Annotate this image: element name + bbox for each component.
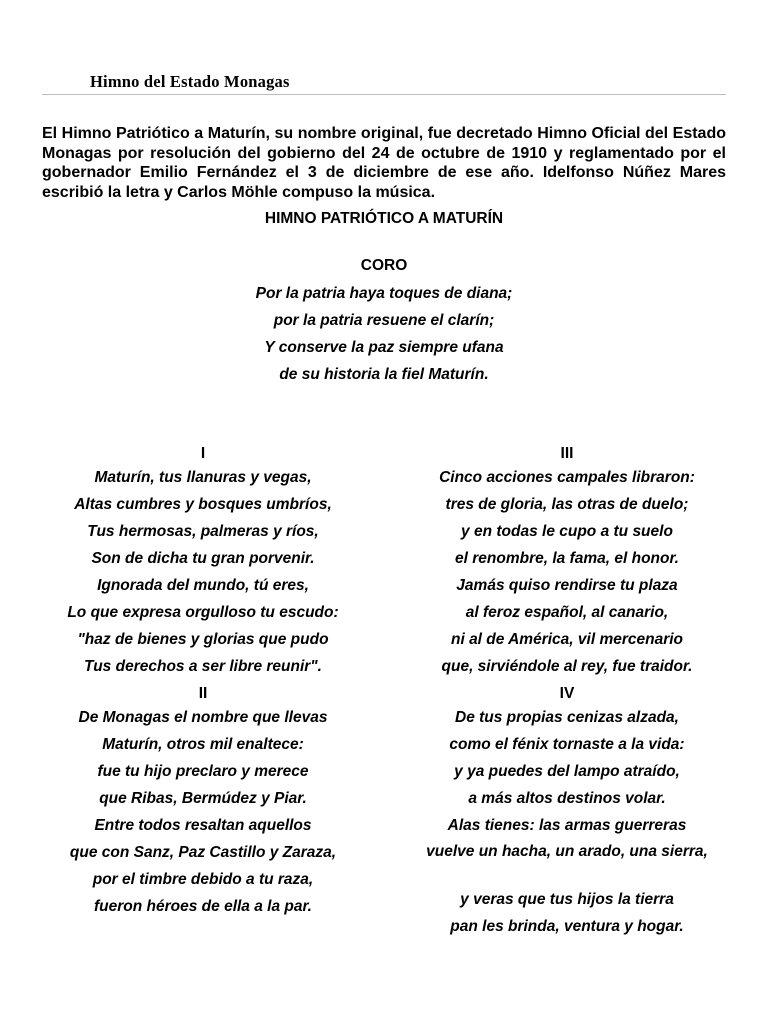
- verse-line: y ya puedes del lampo atraído,: [454, 763, 680, 780]
- verse-line: Ignorada del mundo, tú eres,: [97, 577, 309, 594]
- verse-line: Tus hermosas, palmeras y ríos,: [87, 523, 319, 540]
- verse-line: fueron héroes de ella a la par.: [94, 898, 312, 915]
- verse-line: Cinco acciones campales libraron:: [439, 469, 695, 486]
- verse-line: De Monagas el nombre que llevas: [78, 709, 328, 726]
- verse-line: Altas cumbres y bosques umbríos,: [74, 496, 332, 513]
- anthem-title: HIMNO PATRIÓTICO A MATURÍN: [264, 210, 504, 227]
- header-divider: [42, 94, 726, 95]
- verse-line: por el timbre debido a tu raza,: [92, 871, 314, 888]
- verse-line: vuelve un hacha, un arado, una sierra,: [426, 843, 708, 860]
- coro-line: Por la patria haya toques de diana;: [255, 285, 513, 302]
- stanza-i: [42, 468, 364, 684]
- verse-line: tres de gloria, las otras de duelo;: [445, 496, 689, 513]
- verse-line: a más altos destinos volar.: [468, 790, 666, 807]
- stanza-ii: [42, 708, 364, 924]
- coro-verse: [42, 284, 726, 392]
- verse-line: Maturín, otros mil enaltece:: [102, 736, 304, 753]
- right-column: [406, 444, 728, 944]
- stanza-number-iii: III: [560, 445, 574, 462]
- verse-line: y en todas le cupo a tu suelo: [461, 523, 673, 540]
- verse-line: Son de dicha tu gran porvenir.: [91, 550, 315, 567]
- stanza-number-i: I: [200, 445, 206, 462]
- stanza-number-ii: II: [198, 685, 208, 702]
- verse-line: como el fénix tornaste a la vida:: [449, 736, 685, 753]
- verse-line: Alas tienes: las armas guerreras: [447, 817, 687, 834]
- verse-line: fue tu hijo preclaro y merece: [97, 763, 309, 780]
- stanza-iii: [406, 468, 728, 684]
- verse-line: Entre todos resaltan aquellos: [94, 817, 312, 834]
- coro-line: Y conserve la paz siempre ufana: [264, 339, 504, 356]
- intro-paragraph: El Himno Patriótico a Maturín, su nombre original, fue decretado Himno Oficial del Estado Monagas por resolución del gobierno del 24 de octubre de 1910 y reglamentado por el gobernador Emilio Fernández el 3 de diciembre de ese año. Idelfonso Núñez Mares escribió la letra y Carlos Möhle compuso la música.: [42, 125, 726, 201]
- verse-line: al feroz español, al canario,: [465, 604, 669, 621]
- coro-line: por la patria resuene el clarín;: [273, 312, 495, 329]
- verse-line: pan les brinda, ventura y hogar.: [450, 918, 684, 935]
- verse-line: Maturín, tus llanuras y vegas,: [94, 469, 312, 486]
- verse-line: que, sirviéndole al rey, fue traidor.: [441, 658, 693, 675]
- verse-line: Tus derechos a ser libre reunir".: [84, 658, 322, 675]
- verse-line: ni al de América, vil mercenario: [450, 631, 684, 648]
- left-column: [42, 444, 364, 924]
- verse-line: "haz de bienes y glorias que pudo: [77, 631, 329, 648]
- verse-line: Lo que expresa orgulloso tu escudo:: [67, 604, 339, 621]
- verse-line: Jamás quiso rendirse tu plaza: [456, 577, 678, 594]
- verse-line: y veras que tus hijos la tierra: [460, 891, 674, 908]
- coro-heading: CORO: [360, 257, 408, 274]
- coro-line: de su historia la fiel Maturín.: [279, 366, 489, 383]
- verse-line: el renombre, la fama, el honor.: [455, 550, 679, 567]
- stanza-iv: [406, 708, 728, 944]
- verse-line: que con Sanz, Paz Castillo y Zaraza,: [69, 844, 337, 861]
- verse-line: De tus propias cenizas alzada,: [455, 709, 679, 726]
- document-header-title: Himno del Estado Monagas: [90, 72, 290, 91]
- stanza-number-iv: IV: [559, 685, 575, 702]
- verse-line: que Ribas, Bermúdez y Piar.: [99, 790, 307, 807]
